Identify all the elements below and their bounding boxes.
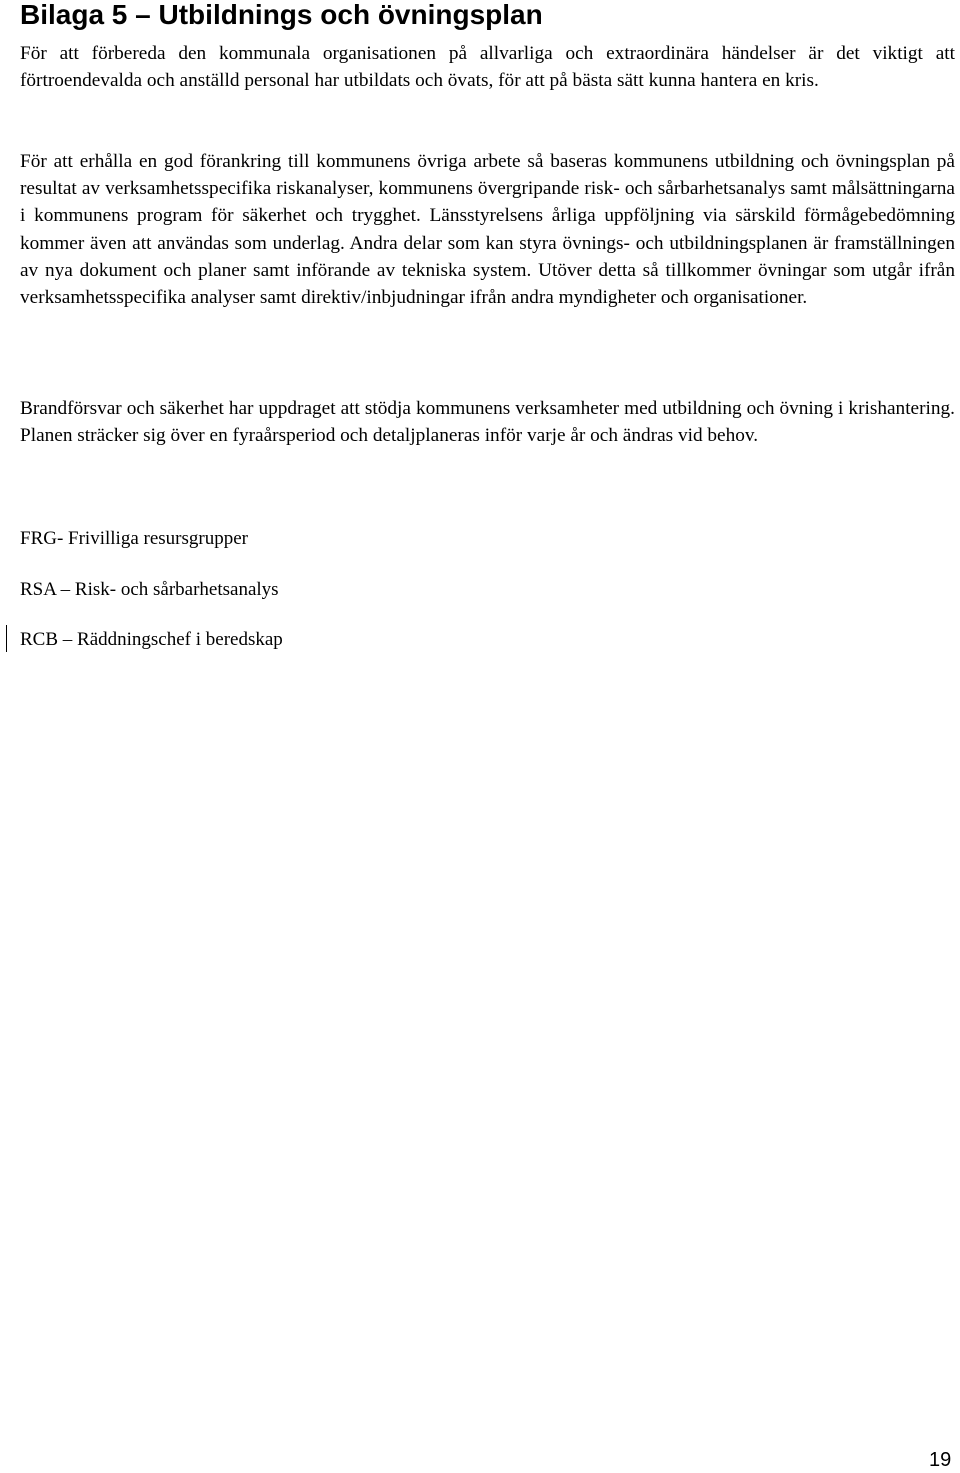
page-number: 19 [929,1449,952,1471]
page-title: Bilaga 5 – Utbildnings och övningsplan [20,0,543,30]
revision-change-bar [6,625,7,652]
paragraph-basis: För att erhålla en god förankring till kommunens övriga arbete så baseras kommunens utbildning och övningsplan på resultat av verksamhetsspecifika riskanalyser, kommunens övergripande risk- och sårbarhetsanalys samt målsättningarna i kommunens program för säkerhet och trygghet. Länsstyrelsens årliga uppföljning via särskild förmågebedömning kommer även att användas som underlag. Andra delar som kan styra övnings- och utbildningsplanen är framställningen av nya dokument och planer samt införande av tekniska system. Utöver detta så tillkommer övningar som utgår ifrån verksamhetsspecifika analyser samt direktiv/inbjudningar ifrån andra myndigheter och organisationer. [20,151,955,309]
abbreviation-rcb: RCB – Räddningschef i beredskap [20,629,283,650]
abbreviation-frg: FRG- Frivilliga resursgrupper [20,528,248,549]
abbreviation-rsa: RSA – Risk- och sårbarhetsanalys [20,579,279,600]
paragraph-intro: För att förbereda den kommunala organisationen på allvarliga och extraordinära händelser är det viktigt att förtroendevalda och anställd personal har utbildats och övats, för att på bästa sätt kunna hantera en kris. [20,43,955,92]
paragraph-mandate: Brandförsvar och säkerhet har uppdraget att stödja kommunens verksamheter med utbildning och övning i krishantering. Planen sträcker sig över en fyraårsperiod och detaljplaneras inför varje år och ändras vid behov. [20,398,955,447]
